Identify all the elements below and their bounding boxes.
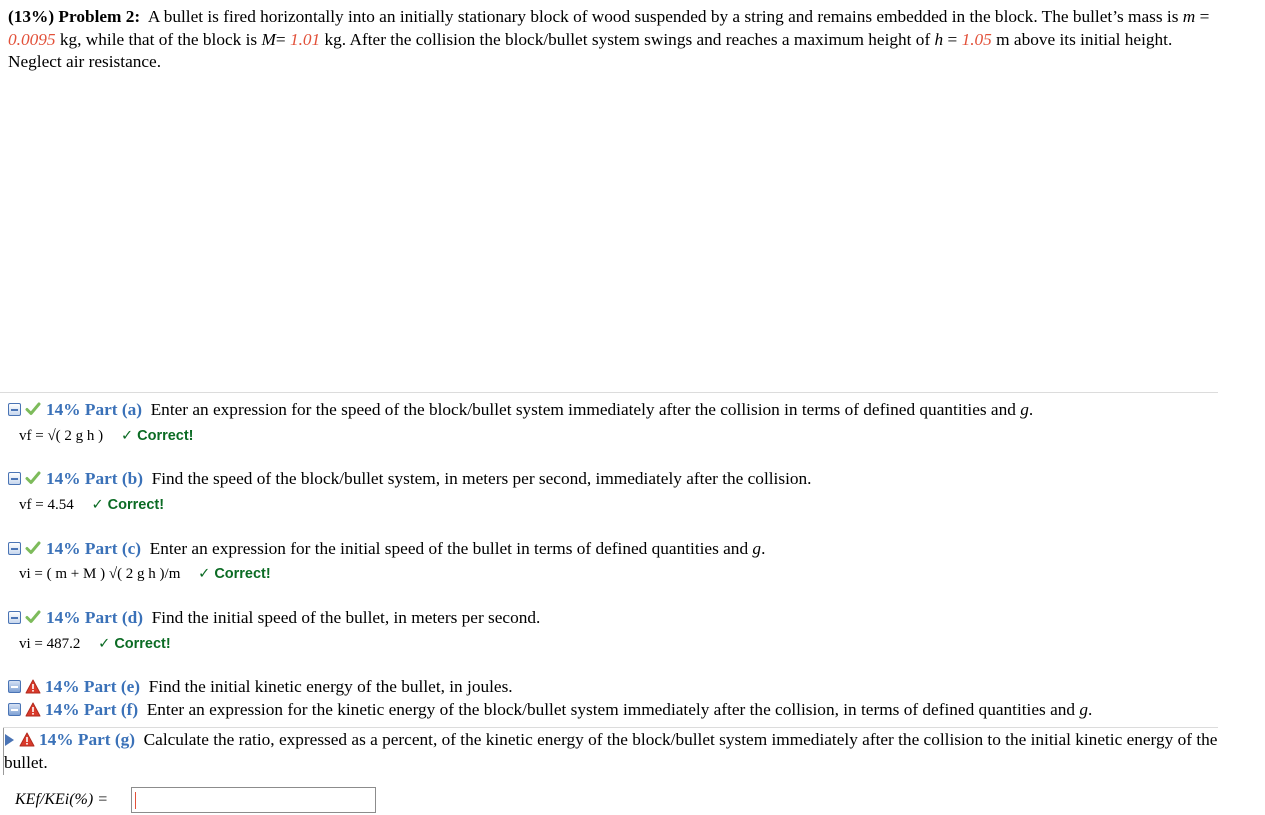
part-a-label: 14% Part (a) xyxy=(46,400,142,419)
m-value: 0.0095 xyxy=(8,29,56,49)
part-g-header[interactable] xyxy=(4,728,1218,774)
h-symbol: h xyxy=(934,29,944,49)
part-c-label: 14% Part (c) xyxy=(46,539,142,558)
h-value: 1.05 xyxy=(961,29,992,49)
part-c-prompt-end: . xyxy=(761,539,766,558)
part-f-prompt: Enter an expression for the kinetic energy of the block/bullet system immediately after the collision, in terms of defined quantities and xyxy=(146,700,1076,719)
part-a-header[interactable] xyxy=(8,399,1033,421)
problem-text-2: kg, while that of the block is xyxy=(59,29,258,49)
part-b-status: ✓ Correct! xyxy=(91,497,165,513)
problem-text-3: kg. After the collision the block/bullet system swings and reaches a maximum height of xyxy=(324,29,931,49)
part-a-answer-row xyxy=(19,427,194,445)
part-a-prompt-var: g xyxy=(1020,400,1029,419)
part-c-prompt: Enter an expression for the initial speed of the bullet in terms of defined quantities and xyxy=(149,539,749,558)
problem-label: Problem 2: xyxy=(58,7,141,26)
collapse-toggle-icon[interactable] xyxy=(8,472,21,485)
ke-ratio-label: KEf/KEi(%) = xyxy=(15,791,109,808)
part-b-answer: vf = 4.54 xyxy=(19,497,74,513)
section-divider xyxy=(0,392,1218,393)
problem-text-1: A bullet is fired horizontally into an initially stationary block of wood suspended by a string and remains embedded in the block. The bullet’s mass is xyxy=(147,7,1179,26)
part-g-label: 14% Part (g) xyxy=(39,730,135,749)
part-d-prompt: Find the initial speed of the bullet, in meters per second. xyxy=(151,608,541,627)
M-symbol: M xyxy=(261,29,276,49)
collapse-toggle-icon[interactable] xyxy=(8,542,21,555)
part-e-label: 14% Part (e) xyxy=(45,677,141,696)
expand-arrow-icon[interactable] xyxy=(5,734,14,746)
part-d-header[interactable] xyxy=(8,607,540,629)
part-d-label: 14% Part (d) xyxy=(46,608,143,627)
part-e-prompt: Find the initial kinetic energy of the bullet, in joules. xyxy=(148,677,513,696)
collapse-toggle-icon[interactable] xyxy=(8,403,21,416)
checkmark-icon xyxy=(25,609,41,625)
warning-icon xyxy=(19,732,35,747)
warning-icon xyxy=(25,679,41,694)
part-c-answer: vi = ( m + M ) √( 2 g h )/m xyxy=(19,566,181,582)
part-f-label: 14% Part (f) xyxy=(45,700,139,719)
part-a-prompt: Enter an expression for the speed of the block/bullet system immediately after the collision in terms of defined quantities and xyxy=(150,400,1016,419)
part-e-header[interactable] xyxy=(8,676,513,698)
m-symbol: m xyxy=(1182,7,1196,26)
collapse-toggle-icon[interactable] xyxy=(8,680,21,693)
M-value: 1.01 xyxy=(289,29,321,49)
part-b-prompt: Find the speed of the block/bullet system, in meters per second, immediately after the collision. xyxy=(151,469,812,488)
collapse-toggle-icon[interactable] xyxy=(8,703,21,716)
collapse-toggle-icon[interactable] xyxy=(8,611,21,624)
part-d-status: ✓ Correct! xyxy=(98,636,171,652)
part-g-prompt: Calculate the ratio, expressed as a percent, of the kinetic energy of the block/bullet system immediately after the collision to the initial kinetic energy of the bullet. xyxy=(4,730,1218,772)
part-d-answer: vi = 487.2 xyxy=(19,636,81,652)
warning-icon xyxy=(25,702,41,717)
answer-input-label xyxy=(15,788,108,812)
problem-text-4: m above its initial height. Neglect air resistance. xyxy=(8,29,1173,71)
part-f-prompt-end: . xyxy=(1088,700,1093,719)
text-cursor xyxy=(135,792,136,809)
part-c-prompt-var: g xyxy=(752,539,762,558)
part-d-answer-row xyxy=(19,635,171,653)
part-f-prompt-var: g xyxy=(1079,700,1088,719)
part-a-prompt-end: . xyxy=(1028,400,1034,419)
checkmark-icon xyxy=(25,401,41,417)
ke-ratio-input[interactable] xyxy=(131,787,376,813)
part-a-status: ✓ Correct! xyxy=(120,428,194,444)
part-c-header[interactable] xyxy=(8,538,765,560)
part-f-header[interactable] xyxy=(8,699,1092,721)
checkmark-icon xyxy=(25,540,41,556)
problem-weight: (13%) xyxy=(8,7,55,26)
part-c-answer-row xyxy=(19,565,271,583)
checkmark-icon xyxy=(25,470,41,486)
problem-statement: (13%) Problem 2: A bullet is fired horizontally into an initially stationary block of wood suspended by a string and remains embedded in the block. The bullet’s mass is m = 0.0095 kg, while that of the block is M= 1.01 kg. After the collision the block/bullet system swings and reaches a maximum height of h = 1.05 m above its initial height. Neglect air resistance. xyxy=(8,7,1210,71)
part-b-answer-row xyxy=(19,496,164,514)
part-b-label: 14% Part (b) xyxy=(46,469,143,488)
part-c-status: ✓ Correct! xyxy=(198,566,271,582)
part-b-header[interactable] xyxy=(8,468,811,490)
part-a-answer: vf = √( 2 g h ) xyxy=(19,428,104,444)
